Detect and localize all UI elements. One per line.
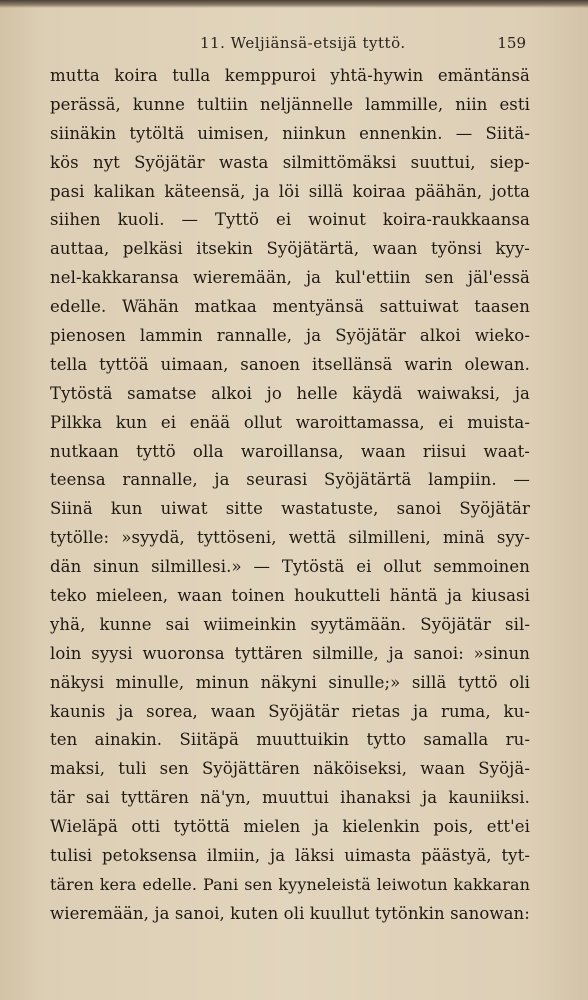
- body-text: [50, 62, 530, 929]
- text-line: loin syysi wuoronsa tyttären silmille, ja sanoi: »sinun: [50, 643, 530, 663]
- text-line: tär sai tyttären nä'yn, muuttui ihanaksi ja kauniiksi.: [50, 788, 530, 808]
- text-line: siinäkin tytöltä uimisen, niinkun ennenkin. — Siitä-: [50, 123, 530, 143]
- text-line: ten ainakin. Siitäpä muuttuikin tytto samalla ru-: [50, 730, 530, 750]
- text-line: kaunis ja sorea, waan Syöjätär rietas ja ruma, ku-: [50, 701, 530, 721]
- text-line: näkysi minulle, minun näkyni sinulle;» sillä tyttö oli: [50, 672, 530, 692]
- text-line: tären kera edelle. Pani sen kyyneleistä leiwotun kakkaran: [50, 874, 530, 894]
- page-number: 159: [497, 34, 526, 52]
- text-line: tulisi petoksensa ilmiin, ja läksi uimasta päästyä, tyt-: [50, 846, 530, 866]
- chapter-title: 11. Weljiänsä-etsijä tyttö.: [200, 34, 406, 52]
- running-header: [50, 30, 530, 56]
- text-line: nel-kakkaransa wieremään, ja kul'ettiin sen jäl'essä: [50, 268, 530, 288]
- text-line: edelle. Wähän matkaa mentyänsä sattuiwat taasen: [50, 297, 530, 317]
- text-line: dän sinun silmillesi.» — Tytöstä ei ollut semmoinen: [50, 557, 530, 577]
- text-line: Tytöstä samatse alkoi jo helle käydä waiwaksi, ja: [50, 383, 530, 403]
- text-line: Wieläpä otti tytöttä mielen ja kielenkin pois, ett'ei: [50, 817, 530, 837]
- text-line: tella tyttöä uimaan, sanoen itsellänsä warin olewan.: [50, 354, 530, 374]
- text-line: maksi, tuli sen Syöjättären näköiseksi, waan Syöjä-: [50, 759, 530, 779]
- text-line: auttaa, pelkäsi itsekin Syöjätärtä, waan työnsi kyy-: [50, 239, 530, 259]
- text-line: Siinä kun uiwat sitte wastatuste, sanoi Syöjätär: [50, 499, 530, 519]
- text-line: nutkaan tyttö olla waroillansa, waan riisui waat-: [50, 441, 530, 461]
- page-top-edge-shadow: [0, 0, 588, 8]
- text-line: siihen kuoli. — Tyttö ei woinut koira-raukkaansa: [50, 210, 530, 230]
- text-line: yhä, kunne sai wiimeinkin syytämään. Syöjätär sil-: [50, 614, 530, 634]
- text-line: tytölle: »syydä, tyttöseni, wettä silmilleni, minä syy-: [50, 528, 530, 548]
- text-line: pienosen lammin rannalle, ja Syöjätär alkoi wieko-: [50, 326, 530, 346]
- text-line: kös nyt Syöjätär wasta silmittömäksi suuttui, siep-: [50, 152, 530, 172]
- text-line: mutta koira tulla kemppuroi yhtä-hywin emäntänsä: [50, 66, 530, 85]
- text-line: teko mieleen, waan toinen houkutteli häntä ja kiusasi: [50, 586, 530, 606]
- text-line: pasi kalikan käteensä, ja löi sillä koiraa päähän, jotta: [50, 181, 530, 201]
- text-line: wieremään, ja sanoi, kuten oli kuullut tytönkin sanowan:: [50, 903, 530, 923]
- text-line: perässä, kunne tultiin neljännelle lammille, niin esti: [50, 94, 530, 114]
- text-line: Pilkka kun ei enää ollut waroittamassa, ei muista-: [50, 412, 530, 432]
- text-line: teensa rannalle, ja seurasi Syöjätärtä lampiin. —: [50, 470, 530, 490]
